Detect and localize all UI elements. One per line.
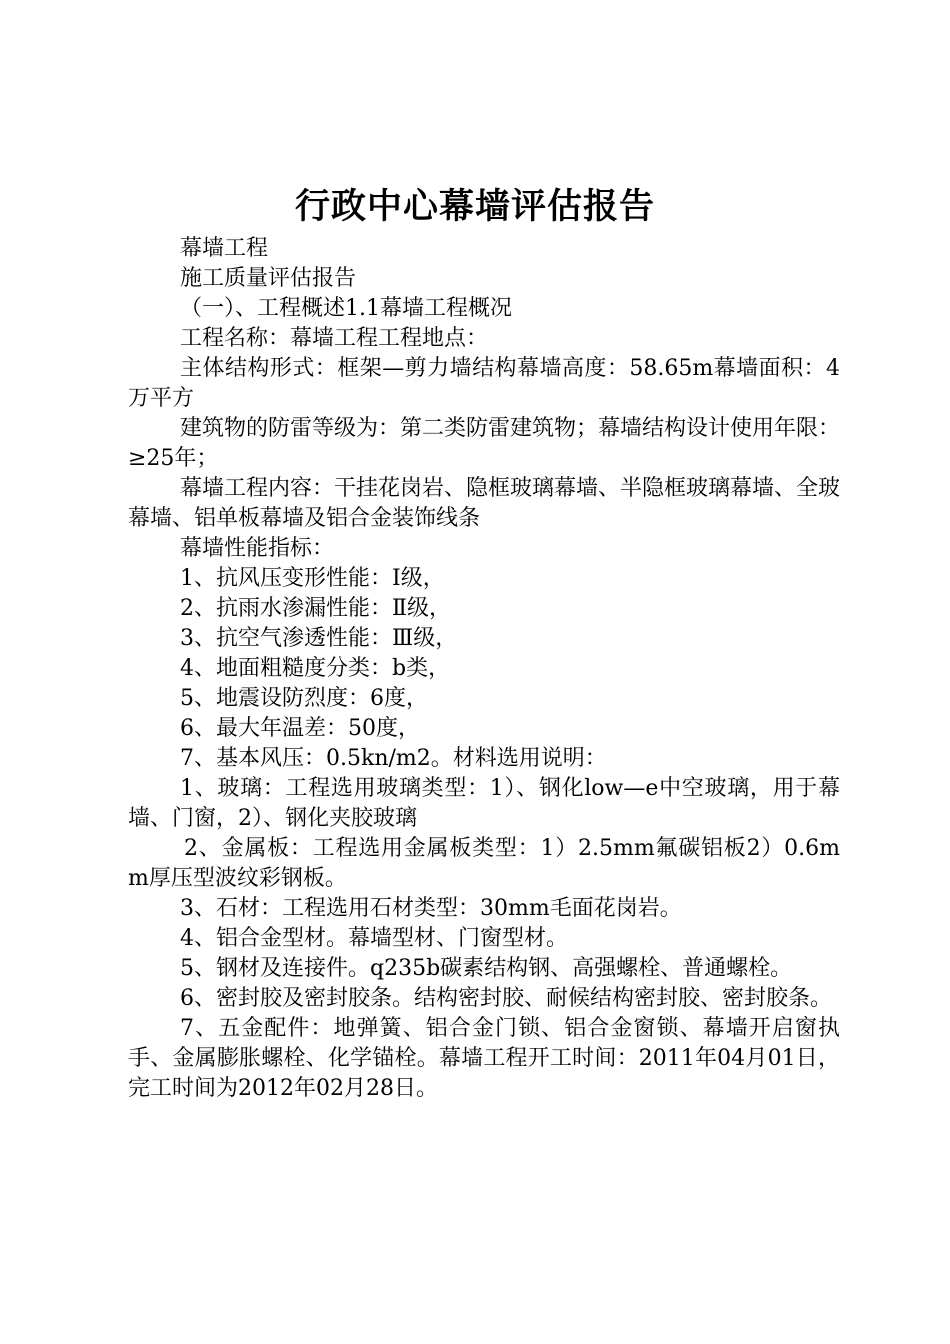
document-body bbox=[128, 234, 840, 1104]
paragraph-15: 7、基本风压：0.5kn/m2。材料选用说明： bbox=[180, 746, 607, 771]
paragraph-4: 工程名称：幕墙工程工程地点： bbox=[180, 326, 489, 351]
paragraph-18: 3、石材：工程选用石材类型：30mm毛面花岗岩。 bbox=[180, 896, 682, 921]
paragraph-3: （一）、工程概述1.1幕墙工程概况 bbox=[180, 296, 512, 321]
paragraph-10: 2、抗雨水渗漏性能：Ⅱ级， bbox=[180, 596, 451, 621]
paragraph-19: 4、铝合金型材。幕墙型材、门窗型材。 bbox=[180, 926, 568, 951]
document-title: 行政中心幕墙评估报告 bbox=[294, 187, 655, 227]
paragraph-9: 1、抗风压变形性能：Ⅰ级， bbox=[180, 566, 445, 591]
paragraph-1: 幕墙工程 bbox=[180, 236, 269, 261]
paragraph-12: 4、地面粗糙度分类：b类， bbox=[180, 656, 451, 681]
paragraph-14: 6、最大年温差：50度， bbox=[180, 716, 420, 741]
paragraph-5: 主体结构形式：框架—剪力墙结构幕墙高度：58.65m幕墙面积：4万平方 bbox=[128, 356, 840, 411]
paragraph-17: 2、金属板：工程选用金属板类型：1）2.5mm氟碳铝板2）0.6mm厚压型波纹彩钢板。 bbox=[128, 836, 840, 891]
paragraph-22: 7、五金配件：地弹簧、铝合金门锁、铝合金窗锁、幕墙开启窗执手、金属膨胀螺栓、化学锚栓。幕墙工程开工时间：2011年04月01日，完工时间为2012年02月28日。 bbox=[128, 1016, 840, 1101]
paragraph-7: 幕墙工程内容：干挂花岗岩、隐框玻璃幕墙、半隐框玻璃幕墙、全玻幕墙、铝单板幕墙及铝合金装饰线条 bbox=[128, 476, 841, 531]
paragraph-6: 建筑物的防雷等级为：第二类防雷建筑物；幕墙结构设计使用年限：≥25年； bbox=[128, 416, 841, 471]
paragraph-21: 6、密封胶及密封胶条。结构密封胶、耐候结构密封胶、密封胶条。 bbox=[180, 986, 832, 1011]
paragraph-2: 施工质量评估报告 bbox=[180, 266, 357, 291]
paragraph-8: 幕墙性能指标： bbox=[180, 536, 335, 561]
paragraph-11: 3、抗空气渗透性能：Ⅲ级， bbox=[180, 626, 458, 651]
paragraph-13: 5、地震设防烈度：6度， bbox=[180, 686, 428, 711]
paragraph-16: 1、玻璃：工程选用玻璃类型：1）、钢化low—e中空玻璃，用于幕墙、门窗，2）、钢化夹胶玻璃 bbox=[128, 776, 840, 831]
paragraph-20: 5、钢材及连接件。q235b碳素结构钢、高强螺栓、普通螺栓。 bbox=[180, 956, 793, 981]
